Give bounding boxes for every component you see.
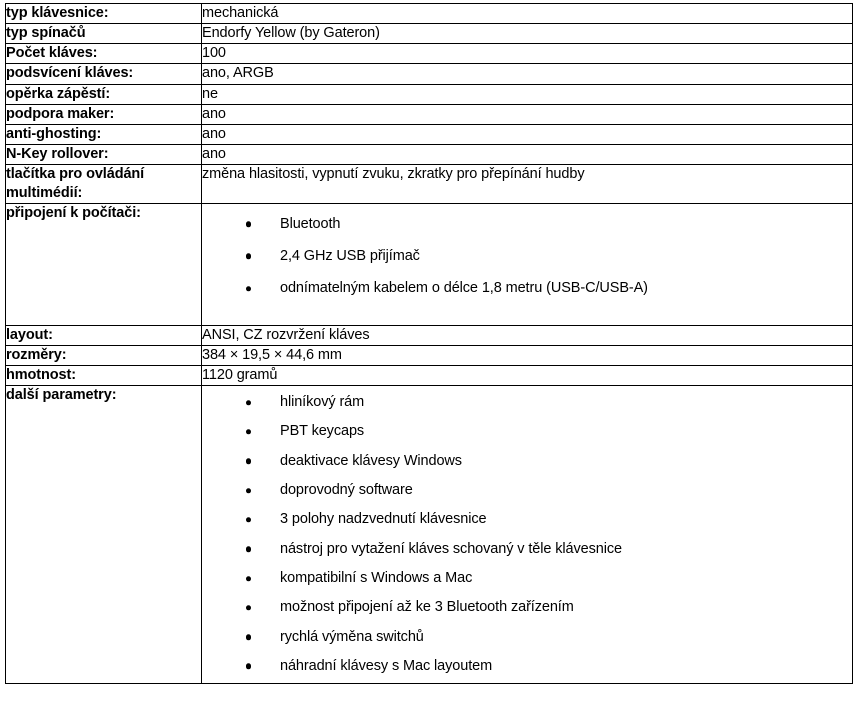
list-item-label: 2,4 GHz USB přijímač <box>280 247 420 264</box>
table-row <box>6 365 853 385</box>
table-row <box>6 325 853 345</box>
list-item <box>202 417 852 446</box>
spec-label-cell: N-Key rollover: <box>6 144 202 164</box>
table-row <box>6 44 853 64</box>
list-item <box>202 388 852 417</box>
list-item-label: nástroj pro vytažení kláves schovaný v těle klávesnice <box>280 540 622 557</box>
spec-value-cell: změna hlasitosti, vypnutí zvuku, zkratky pro přepínání hudby <box>202 165 853 204</box>
table-row <box>6 386 853 684</box>
list-item-label: deaktivace klávesy Windows <box>280 452 462 469</box>
list-item-label: hliníkový rám <box>280 394 365 411</box>
spec-label-cell: layout: <box>6 325 202 345</box>
list-item-label: Bluetooth <box>280 215 341 232</box>
spec-label-cell: podsvícení kláves: <box>6 64 202 84</box>
list-item <box>202 535 852 564</box>
table-row <box>6 84 853 104</box>
table-row <box>6 104 853 124</box>
spec-value-cell: 100 <box>202 44 853 64</box>
spec-label-cell: tlačítka pro ovládání multimédií: <box>6 165 202 204</box>
list-item-label: odnímatelným kabelem o délce 1,8 metru (USB-C/USB-A) <box>280 280 648 296</box>
spec-label-cell: připojení k počítači: <box>6 204 202 325</box>
list-item-label: kompatibilní s Windows a Mac <box>280 569 473 586</box>
list-item <box>202 447 852 476</box>
list-item <box>202 593 852 622</box>
spec-label-cell: typ klávesnice: <box>6 4 202 24</box>
list-item <box>202 476 852 505</box>
spec-bullet-list <box>202 204 852 324</box>
bullet-dot-icon <box>246 286 251 291</box>
specification-table-body <box>6 4 853 684</box>
spec-value-cell <box>202 204 853 325</box>
list-item-label: možnost připojení až ke 3 Bluetooth zařízením <box>280 599 574 616</box>
list-item <box>202 623 852 652</box>
spec-label-cell: hmotnost: <box>6 365 202 385</box>
table-row <box>6 144 853 164</box>
bullet-dot-icon <box>246 222 251 227</box>
spec-value-cell: ano, ARGB <box>202 64 853 84</box>
spec-label-cell: Počet kláves: <box>6 44 202 64</box>
list-item <box>202 652 852 681</box>
bullet-dot-icon <box>246 634 251 639</box>
spec-value-cell: 384 × 19,5 × 44,6 mm <box>202 345 853 365</box>
list-item-label: 3 polohy nadzvednutí klávesnice <box>280 511 487 528</box>
list-item-label: doprovodný software <box>280 482 413 499</box>
table-row <box>6 165 853 204</box>
spec-label-cell: rozměry: <box>6 345 202 365</box>
bullet-dot-icon <box>246 400 251 405</box>
table-row <box>6 4 853 24</box>
bullet-dot-icon <box>246 664 251 669</box>
spec-bullet-list <box>202 386 852 683</box>
bullet-dot-icon <box>246 576 251 581</box>
spec-value-cell: ano <box>202 144 853 164</box>
spec-label-cell: podpora maker: <box>6 104 202 124</box>
table-row <box>6 345 853 365</box>
spec-label-cell: anti-ghosting: <box>6 124 202 144</box>
list-item <box>202 505 852 534</box>
list-item-label: PBT keycaps <box>280 423 365 440</box>
bullet-dot-icon <box>246 605 251 610</box>
spec-value-cell: mechanická <box>202 4 853 24</box>
bullet-dot-icon <box>246 547 251 552</box>
bullet-dot-icon <box>246 517 251 522</box>
spec-value-cell: ano <box>202 104 853 124</box>
list-item <box>202 208 852 240</box>
list-item-label: náhradní klávesy s Mac layoutem <box>280 657 493 674</box>
spec-value-cell: 1120 gramů <box>202 365 853 385</box>
table-row <box>6 204 853 325</box>
bullet-dot-icon <box>246 254 251 259</box>
spec-value-cell: ne <box>202 84 853 104</box>
list-item <box>202 273 852 305</box>
spec-value-cell: Endorfy Yellow (by Gateron) <box>202 24 853 44</box>
table-row <box>6 64 853 84</box>
list-item <box>202 240 852 272</box>
bullet-dot-icon <box>246 488 251 493</box>
spec-label-cell: další parametry: <box>6 386 202 684</box>
spec-label-cell: opěrka zápěstí: <box>6 84 202 104</box>
bullet-dot-icon <box>246 459 251 464</box>
spec-value-cell: ANSI, CZ rozvržení kláves <box>202 325 853 345</box>
list-item-label: rychlá výměna switchů <box>280 628 424 645</box>
keyboard-specification-table <box>5 3 853 684</box>
list-item <box>202 564 852 593</box>
table-row <box>6 24 853 44</box>
spec-value-cell <box>202 386 853 684</box>
bullet-dot-icon <box>246 429 251 434</box>
spec-label-cell: typ spínačů <box>6 24 202 44</box>
table-row <box>6 124 853 144</box>
spec-value-cell: ano <box>202 124 853 144</box>
